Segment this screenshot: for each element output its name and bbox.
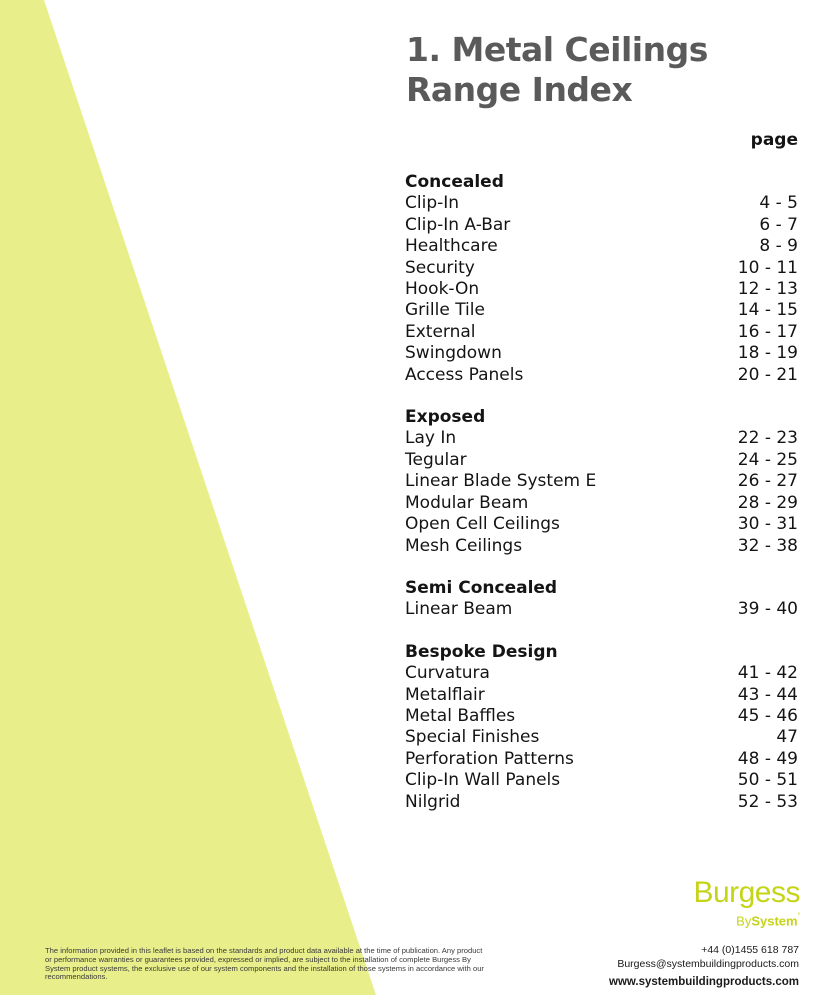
index-item-pages: 18 - 19 (737, 343, 798, 364)
index-section (405, 407, 798, 557)
index-row[interactable] (405, 193, 798, 214)
index-section (405, 578, 798, 621)
index-item-pages: 32 - 38 (737, 535, 798, 556)
index-row[interactable] (405, 599, 798, 620)
index-item-name: Clip-In Wall Panels (405, 770, 561, 791)
index-item-pages: 22 - 23 (737, 428, 798, 449)
index-item-name: Clip-In (405, 193, 460, 214)
index-item-name: Lay In (405, 428, 457, 449)
page-title (406, 30, 708, 110)
section-title: Bespoke Design (405, 641, 558, 662)
index-item-pages: 28 - 29 (737, 492, 798, 513)
index-item-pages: 10 - 11 (737, 257, 798, 278)
section-title: Exposed (405, 407, 486, 428)
index-item-pages: 30 - 31 (737, 514, 798, 535)
index-item-pages: 52 - 53 (737, 791, 798, 812)
page-title-line-1: 1. Metal Ceilings (406, 30, 708, 69)
section-title: Concealed (405, 172, 504, 192)
index-row[interactable] (405, 663, 798, 684)
index-item-name: Tegular (405, 449, 467, 470)
index-row[interactable] (405, 792, 798, 813)
index-item-pages: 39 - 40 (737, 599, 798, 620)
index-item-name: Special Finishes (405, 727, 540, 748)
burgess-logo (693, 877, 800, 929)
index-section (405, 642, 798, 813)
index-row[interactable] (405, 770, 798, 791)
index-item-pages: 45 - 46 (737, 705, 798, 726)
index-sections (405, 172, 798, 813)
index-row[interactable] (405, 279, 798, 300)
index-item-name: Grille Tile (405, 300, 485, 321)
brand-system: System (751, 913, 798, 929)
index-item-name: Metalflair (405, 684, 485, 705)
index-item-name: Curvatura (405, 663, 490, 684)
contact-website-link[interactable]: www.systembuildingproducts.com (609, 976, 799, 988)
disclaimer-text: The information provided in this leaflet is based on the standards and product data available at the time of publication. Any product or performance warranties or guarantees provided, expressed or implied, are subject to the installation of complete Burgess By System product systems, the exclusive use of our system components and the installation of those systems in accordance with our recommendations. (45, 946, 484, 982)
brand-mark: ’ (797, 911, 800, 923)
index-item-name: Clip-In A-Bar (405, 214, 511, 235)
page-title-line-2: Range Index (406, 70, 633, 109)
index-row[interactable] (405, 536, 798, 557)
index-row[interactable] (405, 471, 798, 492)
index-row[interactable] (405, 514, 798, 535)
contact-phone: +44 (0)1455 618 787 (701, 944, 799, 956)
index-item-name: Linear Beam (405, 599, 513, 620)
index-item-pages: 16 - 17 (737, 321, 798, 342)
contact-block (609, 943, 799, 991)
range-index (405, 129, 798, 813)
index-row[interactable] (405, 343, 798, 364)
index-section (405, 172, 798, 386)
index-row[interactable] (405, 236, 798, 257)
index-row[interactable] (405, 365, 798, 386)
index-item-pages: 24 - 25 (737, 449, 798, 470)
index-item-name: Nilgrid (405, 791, 461, 812)
index-row[interactable] (405, 428, 798, 449)
index-row[interactable] (405, 450, 798, 471)
index-item-name: Access Panels (405, 364, 524, 385)
index-item-pages: 12 - 13 (737, 279, 798, 300)
index-item-name: Metal Baffles (405, 705, 516, 726)
index-item-pages: 4 - 5 (759, 193, 798, 214)
index-row[interactable] (405, 685, 798, 706)
index-item-name: External (405, 321, 476, 342)
index-item-name: Security (405, 257, 475, 278)
brand-by: By (736, 913, 752, 929)
index-item-name: Open Cell Ceilings (405, 514, 560, 535)
index-item-pages: 6 - 7 (759, 214, 798, 235)
index-item-pages: 41 - 42 (737, 663, 798, 684)
index-item-pages: 48 - 49 (737, 748, 798, 769)
index-item-name: Linear Blade System E (405, 471, 597, 492)
index-item-pages: 43 - 44 (737, 684, 798, 705)
brand-tagline (693, 909, 800, 929)
page-column-label: page (750, 130, 798, 150)
section-title: Semi Concealed (405, 577, 558, 598)
index-row[interactable] (405, 322, 798, 343)
contact-email-link[interactable]: Burgess@systembuildingproducts.com (617, 958, 799, 970)
index-item-name: Healthcare (405, 236, 498, 257)
index-row[interactable] (405, 300, 798, 321)
index-item-pages: 47 (776, 727, 798, 748)
index-item-pages: 20 - 21 (737, 364, 798, 385)
index-row[interactable] (405, 727, 798, 748)
index-row[interactable] (405, 258, 798, 279)
index-item-name: Mesh Ceilings (405, 535, 523, 556)
index-item-pages: 26 - 27 (737, 471, 798, 492)
index-item-pages: 8 - 9 (759, 236, 798, 257)
index-item-pages: 14 - 15 (737, 300, 798, 321)
index-row[interactable] (405, 215, 798, 236)
yellow-wedge-shape (0, 0, 376, 995)
index-item-name: Perforation Patterns (405, 748, 574, 769)
index-row[interactable] (405, 706, 798, 727)
index-item-pages: 50 - 51 (737, 770, 798, 791)
index-item-name: Modular Beam (405, 492, 529, 513)
index-row[interactable] (405, 749, 798, 770)
index-row[interactable] (405, 493, 798, 514)
index-item-name: Hook-On (405, 279, 480, 300)
brand-name: Burgess (693, 876, 800, 909)
index-item-name: Swingdown (405, 343, 502, 364)
